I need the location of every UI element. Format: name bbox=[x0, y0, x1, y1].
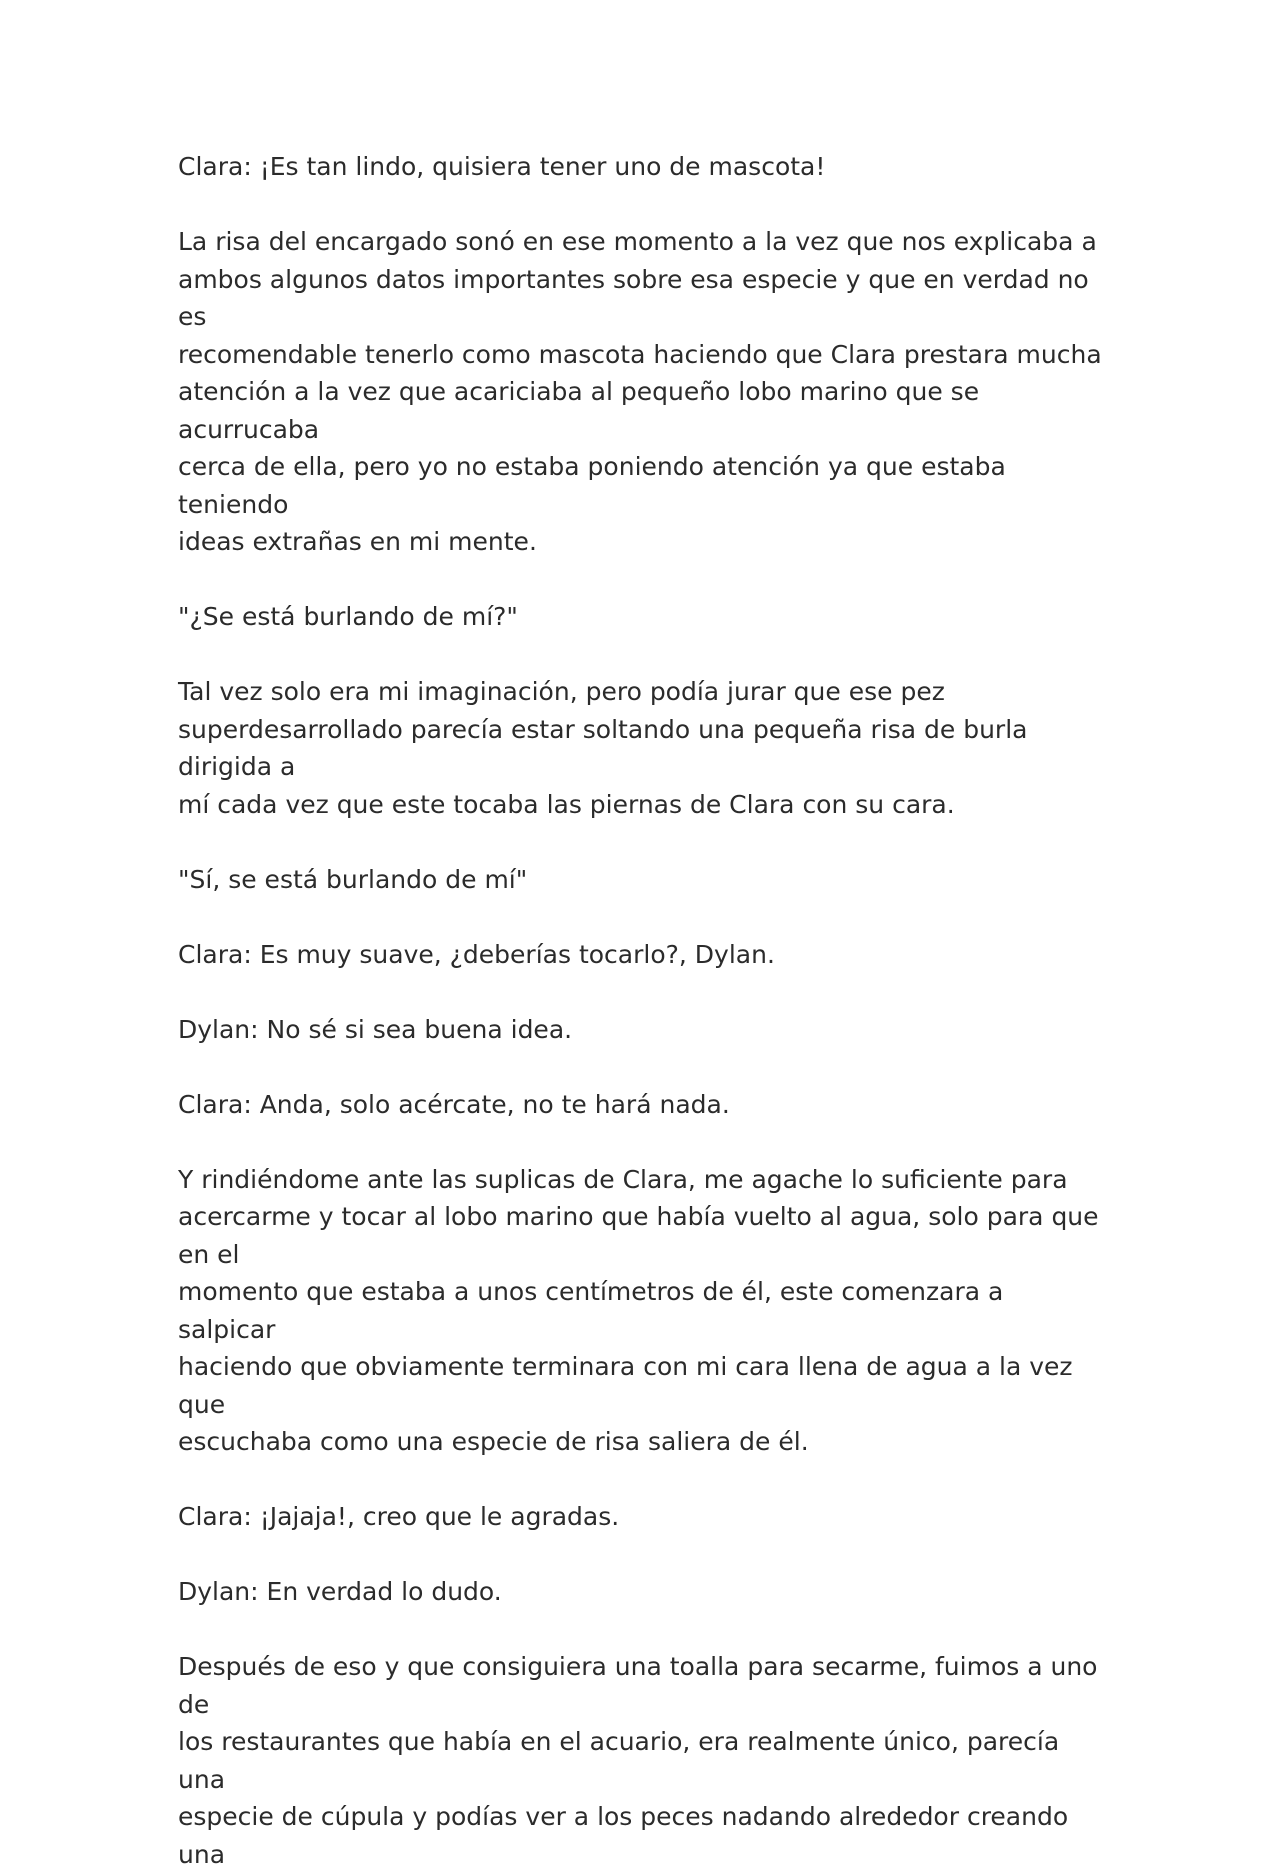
paragraph-narration: Después de eso y que consiguiera una toalla para secarme, fuimos a uno de los restaurantes que había en el acuario, era realmente único, parecía una especie de cúpula y podías ver a los peces nadando alrededor creando una bbox=[178, 1652, 1098, 1869]
paragraph-thought: "Sí, se está burlando de mí" bbox=[178, 864, 528, 894]
paragraph-narration: Y rindiéndome ante las suplicas de Clara, me agache lo suficiente para acercarme y tocar al lobo marino que había vuelto al agua, solo para que en el momento que estaba a unos centímetros de él, este comenzara a salpicar haciendo que obviamente terminara con mi cara llena de agua a la vez que escuchaba como una especie de risa saliera de él. bbox=[178, 1164, 1099, 1456]
document-body bbox=[178, 148, 1108, 1873]
paragraph-dialogue-clara: Clara: ¡Es tan lindo, quisiera tener uno de mascota! bbox=[178, 152, 826, 181]
paragraph-dialogue-dylan: Dylan: En verdad lo dudo. bbox=[178, 1577, 502, 1606]
paragraph-thought: "¿Se está burlando de mí?" bbox=[178, 602, 518, 631]
paragraph-dialogue-clara: Clara: Es muy suave, ¿deberías tocarlo?, Dylan. bbox=[178, 939, 775, 969]
paragraph-dialogue-clara: Clara: Anda, solo acércate, no te hará nada. bbox=[178, 1089, 730, 1119]
paragraph-dialogue-dylan: Dylan: No sé si sea buena idea. bbox=[178, 1014, 573, 1044]
paragraph-dialogue-clara: Clara: ¡Jajaja!, creo que le agradas. bbox=[178, 1502, 620, 1531]
paragraph-narration: Tal vez solo era mi imaginación, pero podía jurar que ese pez superdesarrollado parecía estar soltando una pequeña risa de burla dirigida a mí cada vez que este tocaba las piernas de Clara con su cara. bbox=[178, 677, 1028, 819]
paragraph-narration: La risa del encargado sonó en ese momento a la vez que nos explicaba a ambos algunos datos importantes sobre esa especie y que en verdad no es recomendable tenerlo como mascota haciendo que Clara prestara mucha atención a la vez que acariciaba al pequeño lobo marino que se acurrucaba cerca de ella, pero yo no estaba poniendo atención ya que estaba teniendo ideas extrañas en mi mente. bbox=[178, 227, 1102, 556]
